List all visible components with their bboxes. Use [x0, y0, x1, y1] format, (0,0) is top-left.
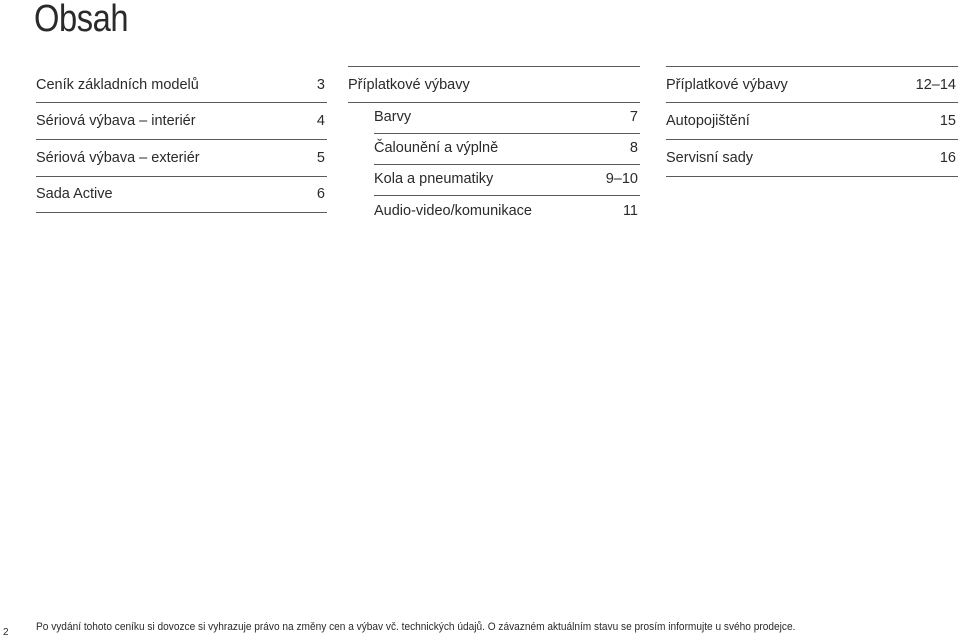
- toc-column-3: [666, 0, 958, 260]
- disclaimer-footnote: Po vydání tohoto ceníku si dovozce si vyhrazuje právo na změny cen a výbav vč. technických údajů. O závazném aktuálním stavu se prosím informujte u svého prodejce.: [36, 621, 796, 633]
- toc-entry-page: 9–10: [605, 171, 638, 187]
- toc-entry-label: Sériová výbava – interiér: [36, 113, 196, 129]
- page-title: Obsah: [34, 0, 129, 40]
- toc-entry-label: Kola a pneumatiky: [374, 171, 494, 187]
- divider: [374, 164, 640, 165]
- divider: [348, 66, 640, 67]
- toc-entry-label: Ceník základních modelů: [36, 77, 199, 93]
- divider: [36, 102, 327, 103]
- toc-entry-label: Čalounění a výplně: [374, 140, 499, 156]
- toc-entry-page: 3: [316, 77, 325, 93]
- toc-entry-page: 6: [316, 186, 325, 202]
- toc-entry-page: 16: [939, 150, 956, 166]
- toc-entry-label: Příplatkové výbavy: [348, 77, 470, 93]
- toc-entry-label: Barvy: [374, 109, 412, 125]
- toc-column-1: [36, 0, 327, 260]
- toc-entry-page: 5: [316, 150, 325, 166]
- divider: [348, 102, 640, 103]
- page-number: 2: [3, 627, 9, 638]
- toc-entry-label: Audio-video/komunikace: [374, 203, 532, 219]
- toc-entry-label: Servisní sady: [666, 150, 754, 166]
- divider: [666, 66, 958, 67]
- toc-entry-label: Sada Active: [36, 186, 113, 202]
- toc-entry-label: Autopojištění: [666, 113, 750, 129]
- divider: [36, 139, 327, 140]
- toc-entry-page: 8: [629, 140, 638, 156]
- toc-entry-page: 12–14: [915, 77, 956, 93]
- toc-column-2: [348, 0, 640, 260]
- divider: [374, 195, 640, 196]
- divider: [374, 133, 640, 134]
- divider: [36, 212, 327, 213]
- divider: [666, 102, 958, 103]
- toc-entry-page: 4: [316, 113, 325, 129]
- toc-entry-page: 15: [939, 113, 956, 129]
- divider: [666, 139, 958, 140]
- toc-entry-label: Příplatkové výbavy: [666, 77, 788, 93]
- divider: [666, 176, 958, 177]
- toc-entry-label: Sériová výbava – exteriér: [36, 150, 200, 166]
- toc-entry-page: 7: [629, 109, 638, 125]
- toc-entry-page: 11: [622, 203, 638, 219]
- divider: [36, 176, 327, 177]
